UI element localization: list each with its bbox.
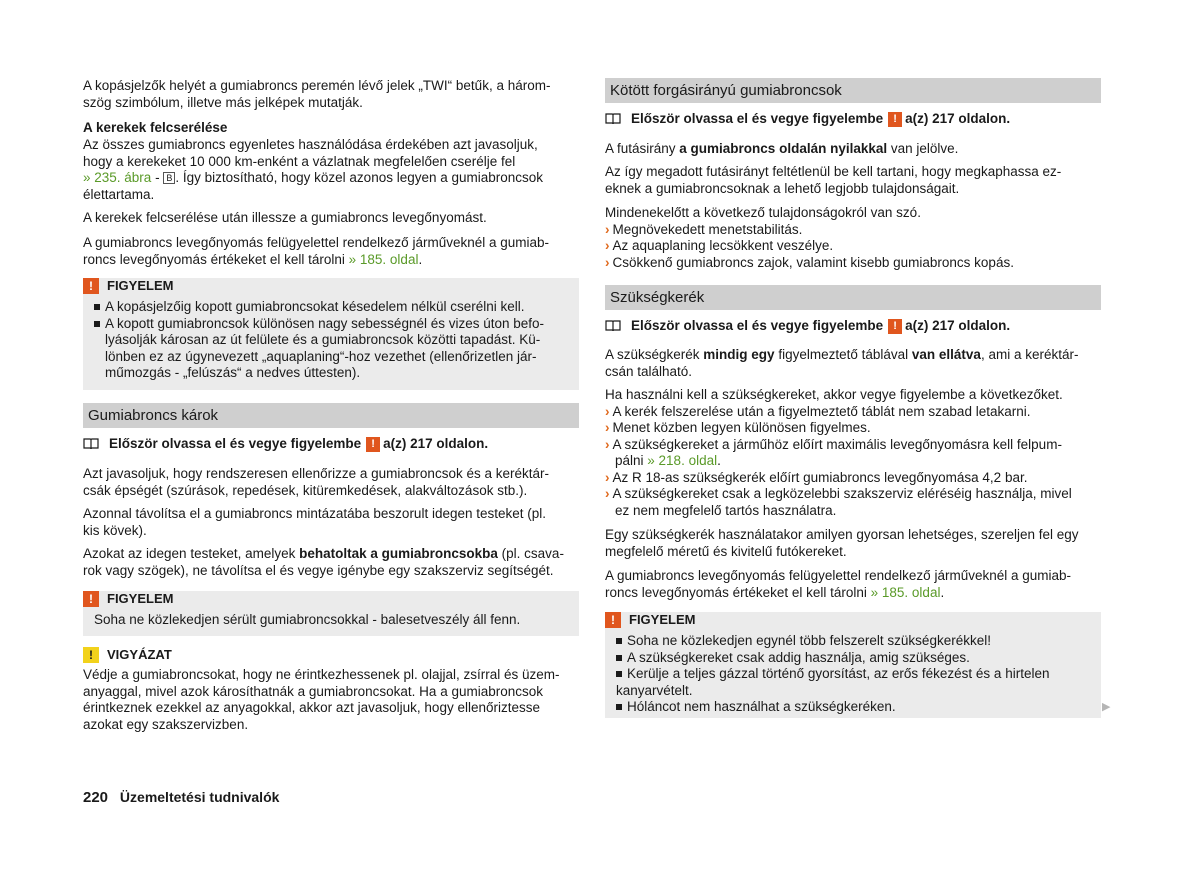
warning-header (605, 612, 695, 629)
spare-text: figyelmeztető táblával (774, 347, 912, 362)
damage-line (83, 546, 564, 563)
list-item-text: A szükségkereket csak a legközelebbi szakszerviz eléréséig használja, mivel (612, 486, 1072, 501)
read-first-note (83, 436, 488, 453)
spare-text: A szükségkerék (605, 347, 704, 362)
monitor-paragraph (83, 235, 549, 268)
dir-line: Mindenekelőtt a következő tulajdonságokról van szó. (605, 205, 921, 220)
caution-box (83, 647, 579, 737)
read-first-note (605, 318, 1010, 335)
spare-paragraph-2 (605, 387, 1072, 519)
warning-item-text: Hóláncot nem használhat a szükségkeréken. (627, 699, 896, 714)
list-item (605, 255, 1014, 272)
chevron-right-icon: › (605, 238, 610, 253)
list-item-text: A szükségkereket a járműhöz előírt maximális levegőnyomásra kell felpum- (612, 436, 1062, 452)
read-first-note (605, 111, 1010, 128)
chevron-right-icon: › (605, 436, 610, 452)
warning-title: FIGYELEM (629, 612, 696, 627)
spare-line (605, 585, 1071, 602)
warning-item (616, 633, 1049, 650)
damage-paragraph-3 (83, 546, 564, 579)
warning-item-text: lyásolják károsan az út felülete és a gumiabroncsok közötti tapadást. Kü- (105, 332, 541, 347)
read-first-text: Először olvassa el és vegye figyelembe (631, 318, 884, 333)
book-icon (605, 320, 621, 332)
warning-list (616, 633, 1049, 716)
swap-line: hogy a kerekeket 10 000 km-enként a vázlatnak megfelelően cserélje fel (83, 153, 516, 169)
damage-line: Azonnal távolítsa el a gumiabroncs mintázatába beszorult idegen testeket (pl. (83, 506, 547, 521)
warning-item-text: Soha ne közlekedjen egynél több felszerelt szükségkerékkel! (627, 633, 991, 648)
damage-line: csák épségét (szúrások, repedések, kitüremkedések, alakváltozások stb.). (83, 482, 528, 498)
warning-list (94, 299, 544, 382)
list-item (605, 404, 1072, 421)
warning-icon: ! (366, 437, 380, 452)
warning-title: FIGYELEM (107, 591, 174, 606)
continue-arrow-icon[interactable]: ▶ (1102, 701, 1111, 713)
monitor-text: roncs levegőnyomás értékeket el kell tárolni (83, 251, 349, 267)
warning-item (94, 299, 544, 316)
intro-line: A kopásjelzők helyét a gumiabroncs peremén lévő jelek „TWI“ betűk, a három- (83, 78, 551, 93)
caution-header (83, 647, 172, 664)
spare-line: Ha használni kell a szükségkereket, akkor vegye figyelembe a következőket. (605, 387, 1063, 402)
read-first-page-ref[interactable]: a(z) 217 oldalon. (905, 111, 1011, 126)
caution-icon: ! (83, 647, 99, 663)
damage-line: rok vagy szögek), ne távolítsa el és vegye igénybe egy szakszerviz segítségét. (83, 562, 554, 578)
warning-title: FIGYELEM (107, 278, 174, 293)
chevron-right-icon: › (605, 221, 610, 237)
chevron-right-icon: › (605, 403, 610, 419)
list-item-text: Az R 18-as szükségkerék előírt gumiabroncs levegőnyomása 4,2 bar. (612, 469, 1028, 485)
direction-paragraph-1 (605, 141, 958, 158)
list-item (605, 420, 1072, 437)
damage-line: kis kövek). (83, 522, 147, 538)
list-item (605, 238, 1014, 255)
caution-line: érintkeznek ezekkel az anyagokkal, akkor azt javasoljuk, hogy ellenőriztesse (83, 700, 540, 715)
warning-item (616, 699, 1049, 716)
list-item-end: . (717, 453, 721, 468)
spare-bold: van ellátva (911, 347, 981, 362)
read-first-text: Először olvassa el és vegye figyelembe (109, 436, 362, 451)
chevron-right-icon: › (605, 420, 610, 435)
dir-text: A futásirány (605, 141, 680, 156)
damage-paragraph-2 (83, 506, 546, 539)
warning-icon: ! (888, 319, 902, 334)
spare-line: megfelelő méretű és kivitelű futókereket. (605, 543, 847, 559)
direction-paragraph-3 (605, 205, 1014, 271)
list-item-text: A kerék felszerelése után a figyelmeztető táblát nem szabad letakarni. (612, 403, 1031, 419)
book-icon (605, 113, 621, 125)
swap-paragraph (83, 137, 543, 203)
page-number: 220 (83, 789, 109, 806)
damage-text: Azokat az idegen testeket, amelyek (83, 546, 300, 561)
section-header-direction: Kötött forgásirányú gumiabroncsok (605, 78, 1101, 103)
list-item-text: Az aquaplaning lecsökkent veszélye. (612, 238, 834, 253)
chevron-right-icon: › (605, 486, 610, 501)
caution-line: azokat egy szakszervizben. (83, 716, 249, 732)
warning-item-text: Kerülje a teljes gázzal történő gyorsítást, az erős fékezést és a hirtelen (627, 666, 1050, 681)
swap-line: Az összes gumiabroncs egyenletes használódása érdekében azt javasoljuk, (83, 137, 538, 152)
list-item-text: pálni (615, 453, 648, 468)
spare-paragraph-1 (605, 347, 1078, 380)
page-link[interactable]: » 185. oldal (348, 251, 419, 267)
swap-title: A kerekek felcserélése (83, 120, 228, 135)
warning-item-text: lönben ez az úgynevezett „aquaplaning“-hoz vezethet (ellenőrizetlen jár- (105, 348, 537, 364)
caution-title: VIGYÁZAT (107, 647, 172, 662)
swap-rest: . Így biztosítható, hogy közel azonos legyen a gumiabroncsok (175, 170, 544, 185)
spare-text: , ami a keréktár- (980, 347, 1079, 362)
warning-item-text: műmozgás - „felúszás“ a nedves úttesten). (105, 365, 361, 380)
spare-text: roncs levegőnyomás értékeket el kell tárolni (605, 584, 871, 600)
warning-item-text: A kopásjelzőig kopott gumiabroncsokat késedelem nélkül cserélni kell. (105, 299, 525, 314)
warning-item-text: A szükségkereket csak addig használja, amig szükséges. (627, 649, 970, 665)
page-footer (83, 789, 279, 807)
caution-text (83, 667, 560, 733)
warning-box (83, 591, 579, 636)
warning-icon: ! (888, 112, 902, 127)
dir-line: Az így megadott futásirányt feltétlenül be kell tartani, hogy megkaphassa ez- (605, 164, 1062, 179)
damage-line: Azt javasoljuk, hogy rendszeresen ellenőrizze a gumiabroncsok és a keréktár- (83, 466, 549, 481)
warning-icon: ! (83, 591, 99, 607)
damage-paragraph-1 (83, 466, 549, 499)
warning-item (94, 316, 544, 333)
warning-item (616, 666, 1049, 683)
book-icon (83, 438, 99, 450)
read-first-text: Először olvassa el és vegye figyelembe (631, 111, 884, 126)
warning-item-text: kanyarvételt. (616, 682, 693, 698)
damage-text: (pl. csava- (497, 546, 564, 561)
list-item-text: Menet közben legyen különösen figyelmes. (612, 420, 871, 435)
list-item (605, 437, 1072, 454)
list-item-text: Megnövekedett menetstabilitás. (612, 221, 803, 237)
spare-bold: mindig egy (703, 347, 775, 362)
warning-box (83, 278, 579, 390)
section-header-damage: Gumiabroncs károk (83, 403, 579, 428)
list-item-cont (605, 453, 1072, 470)
figure-ref-b: B (163, 172, 175, 184)
spare-end: . (940, 584, 945, 600)
page-link[interactable]: » 185. oldal (870, 584, 941, 600)
warning-header (83, 591, 173, 608)
monitor-line (83, 252, 549, 269)
intro-paragraph (83, 78, 550, 111)
read-first-page-ref[interactable]: a(z) 217 oldalon. (383, 436, 489, 451)
chevron-right-icon: › (605, 469, 610, 485)
dir-bold: a gumiabroncs oldalán nyilakkal (679, 141, 888, 156)
warning-item (616, 650, 1049, 667)
direction-paragraph-2 (605, 164, 1061, 197)
list-item (605, 470, 1072, 487)
dir-line: eknek a gumiabroncsoknak a lehető legjobb tulajdonságait. (605, 180, 960, 196)
read-first-page-ref[interactable]: a(z) 217 oldalon. (905, 318, 1011, 333)
section-header-spare: Szükségkerék (605, 285, 1101, 310)
spare-line: csán található. (605, 363, 693, 379)
list-item-text: Csökkenő gumiabroncs zajok, valamint kisebb gumiabroncs kopás. (612, 254, 1014, 270)
spare-paragraph-3 (605, 527, 1079, 560)
damage-bold: behatoltak a gumiabroncsokba (299, 546, 498, 561)
swap-line: élettartama. (83, 186, 155, 202)
chevron-right-icon: › (605, 254, 610, 270)
dir-text: van jelölve. (887, 141, 959, 156)
warning-icon: ! (605, 612, 621, 628)
spare-line: Egy szükségkerék használatakor amilyen gyorsan lehetséges, szereljen fel egy (605, 527, 1079, 542)
intro-line: szög szimbólum, illetve más jelképek mutatják. (83, 94, 363, 110)
page-link[interactable]: » 218. oldal (647, 453, 718, 468)
warning-box (605, 612, 1101, 718)
spare-paragraph-4 (605, 568, 1071, 601)
warning-icon: ! (83, 278, 99, 294)
monitor-end: . (418, 251, 423, 267)
figure-link[interactable]: » 235. ábra (83, 170, 152, 185)
swap-line (83, 170, 543, 187)
swap-sep: - (151, 170, 164, 185)
warning-item-text: A kopott gumiabroncsok különösen nagy sebességnél és vizes úton befo- (105, 315, 545, 331)
caution-line: anyaggal, mivel azok károsíthatnák a gumiabroncsokat. Ha a gumiabroncsok (83, 683, 543, 699)
warning-text: Soha ne közlekedjen sérült gumiabroncsokkal - balesetveszély áll fenn. (94, 612, 521, 627)
monitor-line: A gumiabroncs levegőnyomás felügyelettel rendelkező járműveknél a gumiab- (83, 235, 550, 250)
footer-title: Üzemeltetési tudnivalók (119, 789, 280, 805)
pressure-adjust-text: A kerekek felcserélése után illessze a gumiabroncs levegőnyomást. (83, 210, 487, 225)
spare-line (605, 347, 1078, 364)
list-item (605, 222, 1014, 239)
spare-line: A gumiabroncs levegőnyomás felügyelettel rendelkező járműveknél a gumiab- (605, 568, 1072, 583)
list-item-text: ez nem megfelelő tartós használatra. (615, 502, 837, 518)
list-item (605, 486, 1072, 503)
warning-header (83, 278, 173, 294)
caution-line: Védje a gumiabroncsokat, hogy ne érintkezhessenek pl. olajjal, zsírral és üzem- (83, 667, 560, 682)
